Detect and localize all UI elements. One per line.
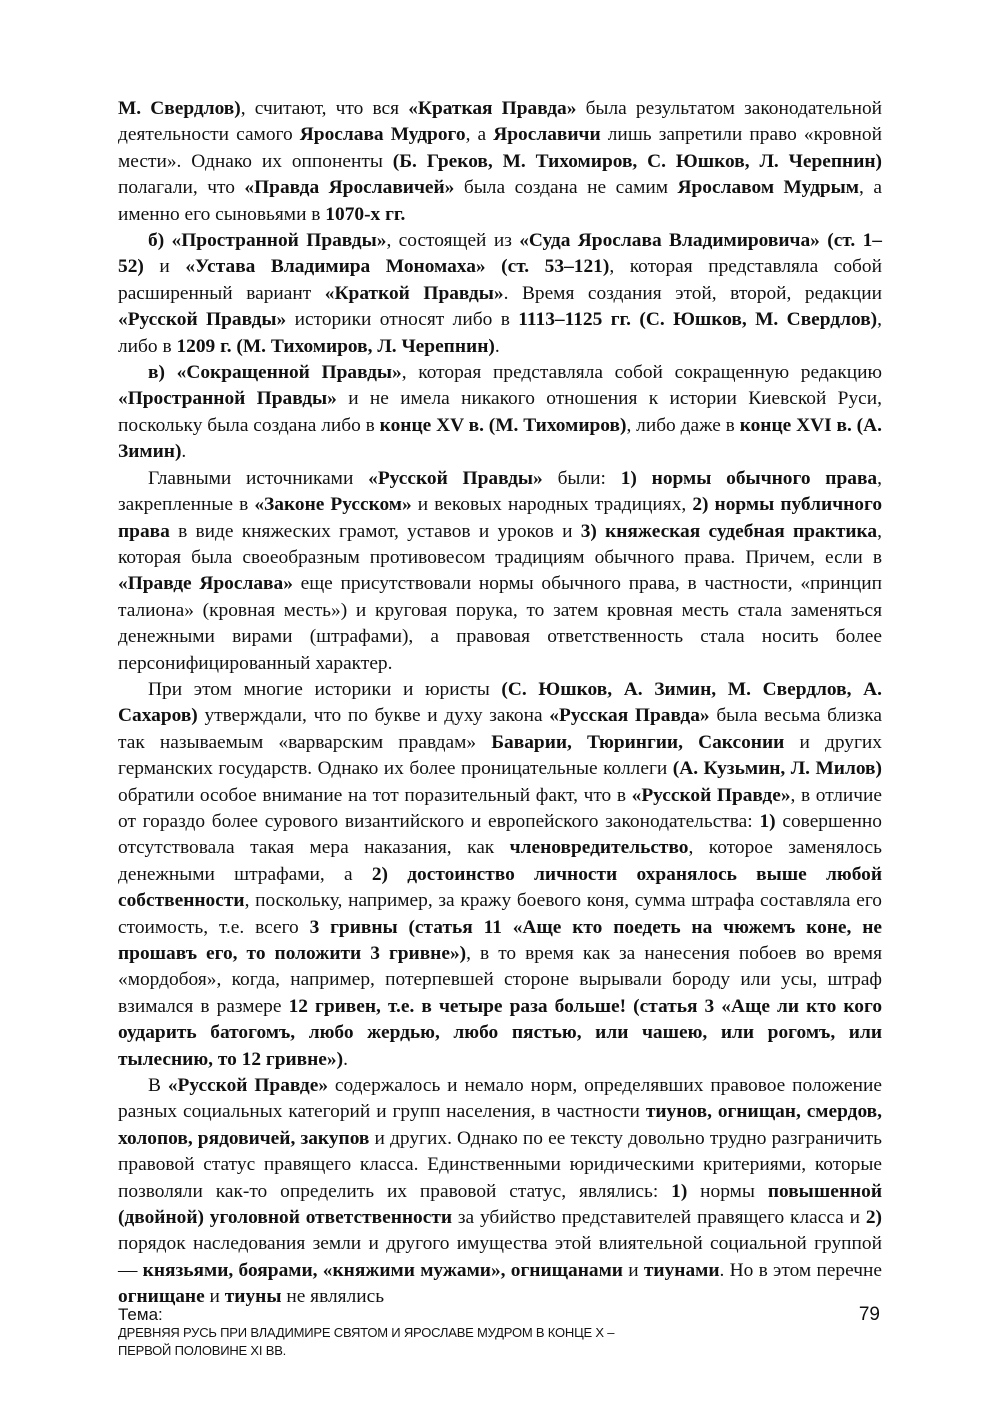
text-segment: не являлись [281,1286,385,1308]
text-segment: , в отличие от гораздо более сурового византийского и европейского законодательства: [118,784,882,832]
text-segment: . [494,335,500,357]
text-segment: и не имела никакого отношения к истории Киевской Руси, поскольку была создана либо в [118,388,882,436]
text-segment: и [204,1286,225,1308]
bold-text-segment: «Правда Ярославичей» [244,177,455,199]
bold-text-segment: конце XV в. (М. Тихомиров) [379,414,627,436]
bold-text-segment: «Краткой Правды» [324,282,504,304]
bold-text-segment: (С. Юшков, А. Зимин, М. Свердлов, А. Сахаров) [118,678,882,727]
bold-text-segment: (А. Кузьмин, Л. Милов) [672,758,882,780]
bold-text-segment: 2) [865,1207,882,1229]
text-segment: . [343,1048,348,1070]
text-segment: , либо в [118,309,882,357]
text-segment: При этом многие историки и юристы [148,678,502,700]
bold-text-segment: «Устава Владимира Мономаха» (ст. 53–121) [185,256,610,278]
bold-text-segment: 2) нормы публичного права [118,494,883,542]
bold-text-segment: тиунов, огнищан, смердов, холопов, рядовичей, закупов [118,1101,882,1149]
page-body [118,96,882,1311]
bold-text-segment: Ярославом Мудрым [677,177,860,199]
footer-topic-label: Тема: [118,1305,163,1324]
text-segment: , а [465,124,494,146]
paragraph [118,677,882,1073]
text-segment: и [622,1259,644,1281]
text-segment: , которое заменялось денежными штрафами, а [118,837,882,885]
bold-text-segment: (Б. Греков, М. Тихомиров, С. Юшков, Л. Черепнин) [392,150,883,172]
bold-text-segment: «Русской Правде» [631,784,791,806]
bold-text-segment: «Суда Ярослава Владимировича» (ст. 1–52) [118,230,882,278]
text-segment: и других германских государств. Однако их более проницательные коллеги [118,731,882,780]
text-segment: В [148,1075,168,1097]
bold-text-segment: огнищане [118,1286,205,1308]
bold-text-segment: повышенной (двойной) уголовной ответственности [118,1180,883,1229]
bold-text-segment: Ярославичи [493,124,601,146]
paragraph [118,360,882,466]
bold-text-segment: Баварии, Тюрингии, Саксонии [491,731,785,753]
text-segment: утверждали, что по букве и духу закона [197,705,550,727]
bold-text-segment: 1) [671,1180,688,1202]
bold-text-segment: 1) нормы обычного права [620,467,878,489]
text-segment: нормы [687,1180,768,1202]
body-text [118,96,882,1311]
bold-text-segment: «Русская Правда» [549,705,710,727]
text-segment: еще присутствовали нормы обычного права, в частности, «принцип талиона» (кровная месть») и круговая порука, то затем кровная месть стала заменяться денежными вирами (штрафами), а правовая ответственность стала носить более персонифицированный характер. [118,573,882,674]
text-segment: , состоящей из [386,230,520,252]
footer-topic-line-2: ПЕРВОЙ ПОЛОВИНЕ XI ВВ. [118,1343,287,1358]
bold-text-segment: 1113–1125 гг. (С. Юшков, М. Свердлов) [518,309,878,331]
text-segment: . [181,441,187,463]
bold-text-segment: «Русской Правды» [118,309,287,331]
bold-text-segment: 1070-х гг. [325,203,406,225]
bold-text-segment: «Краткая Правда» [408,98,577,119]
footer-topic-line-1: ДРЕВНЯЯ РУСЬ ПРИ ВЛАДИМИРЕ СВЯТОМ И ЯРОСЛАВЕ МУДРОМ В КОНЦЕ X – [118,1325,615,1340]
text-segment: и других. Однако по ее тексту довольно трудно разграничить правовой статус правящего класса. Единственными юридическими критериями, которые позволяли как-то определить их правовой статус, являлись: [118,1127,882,1202]
text-segment: содержалось и немало норм, определявших правовое положение разных социальных категорий и групп населения, в частности [118,1075,882,1123]
text-segment: , закрепленные в [118,467,882,516]
page-footer [118,1306,882,1376]
text-segment: , которая представляла собой сокращенную редакцию [401,362,882,384]
bold-text-segment: членовредительство [509,837,689,859]
paragraph [118,1073,882,1311]
bold-text-segment: 12 гривен, т.е. в четыре раза больше! (статья 3 «Аще ли кто кого оударить батогомъ, любо жердью, любо пястью, или чашею, или рогомъ, или тылеснию, то 12 гривне») [118,995,883,1070]
bold-text-segment: Ярослава Мудрого [299,124,466,146]
text-segment: историки относят либо в [286,309,519,331]
text-segment: обратили особое внимание на тот поразительный факт, что в [118,784,632,806]
text-segment: была создана не самим [454,177,678,199]
text-segment: . Время создания этой, второй, редакции [503,282,882,304]
text-segment: лишь запретили право «кровной мести». Однако их оппоненты [118,124,882,172]
text-segment: была весьма близка так называемым «варварским правдам» [118,705,883,753]
text-segment: , которая была своеобразным противовесом традициям обычного права. Причем, если в [118,520,882,568]
bold-text-segment: «Пространной Правды» [118,388,337,410]
bold-text-segment: князьями, боярами, «княжими мужами», огнищанами [142,1259,623,1281]
text-segment: за убийство представителей правящего класса и [452,1207,866,1229]
bold-text-segment: 3) княжеская судебная практика [580,520,878,542]
paragraph [118,96,882,228]
paragraph [118,466,882,677]
text-segment: , либо даже в [626,414,740,436]
text-segment: , в то время как за нанесения побоев во время «мордобоя», когда, например, потерпевшей стороне вырывали бороду или усы, штраф взимался в размере [118,943,882,1017]
bold-text-segment: «Русской Правде» [167,1075,329,1097]
text-segment: , поскольку, например, за кражу боевого коня, сумма штрафа составляла его стоимость, т.е. всего [118,890,882,938]
text-segment: совершенно отсутствовала такая мера наказания, как [118,810,882,859]
text-segment: . Но в этом перечне [719,1259,882,1281]
text-segment: , считают, что вся [240,98,409,119]
page-number: 79 [858,1304,880,1325]
bold-text-segment: б) «Пространной Правды» [148,230,387,252]
bold-text-segment: «Законе Русском» [254,494,412,516]
bold-text-segment: 1209 г. (М. Тихомиров, Л. Черепнин) [176,335,495,357]
text-segment: и [143,256,186,278]
bold-text-segment: 2) достоинство личности охранялось выше любой собственности [118,863,882,912]
text-segment: в виде княжеских грамот, уставов и уроков и [169,520,581,542]
text-segment: , которая представляла собой расширенный вариант [118,256,883,304]
text-segment: порядок наследования земли и другого имущества этой влиятельной социальной группой — [118,1233,882,1281]
text-segment: была результатом законодательной деятельности самого [118,98,883,146]
bold-text-segment: 3 гривны (статья 11 «Аще кто поедеть на чюжемъ коне, не прошавъ его, то положити 3 гривне») [118,916,882,964]
bold-text-segment: М. Свердлов) [118,98,241,119]
bold-text-segment: тиунами [643,1259,720,1281]
paragraph [118,228,882,360]
text-segment: и вековых народных традициях, [411,494,693,516]
bold-text-segment: 1) [759,810,776,832]
text-segment: , а именно его сыновьями в [118,177,882,225]
text-segment: полагали, что [118,177,245,199]
text-segment: были: [542,467,621,489]
bold-text-segment: тиуны [224,1286,282,1308]
bold-text-segment: «Правде Ярослава» [118,573,293,595]
text-segment: Главными источниками [148,467,369,489]
bold-text-segment: «Русской Правды» [368,467,543,489]
bold-text-segment: в) «Сокращенной Правды» [148,362,402,384]
bold-text-segment: конце XVI в. (А. Зимин) [118,414,882,463]
